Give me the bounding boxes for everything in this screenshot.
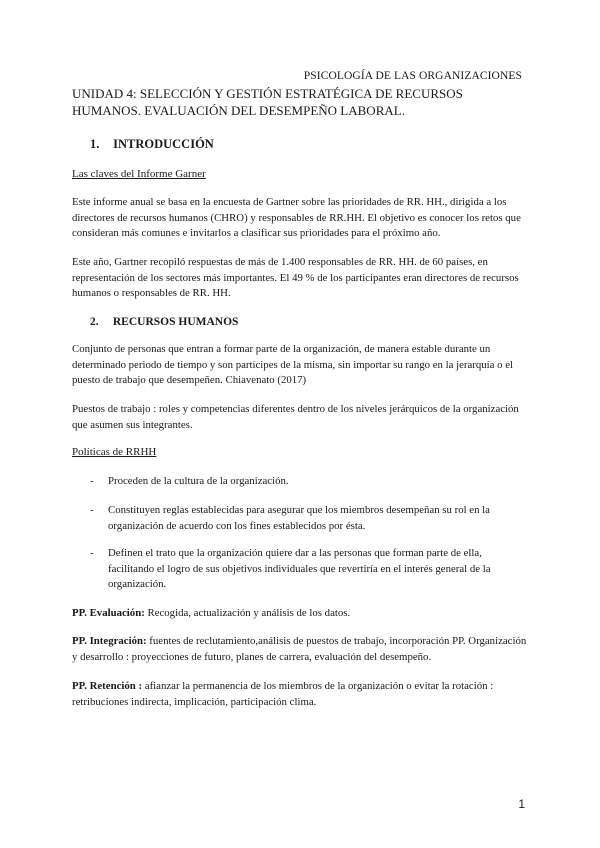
section-1-number: 1. (90, 137, 100, 151)
pp-evaluacion-text: Recogida, actualización y análisis de los datos. (144, 607, 351, 619)
pp-evaluacion-label: PP. Evaluación: (72, 607, 145, 619)
policies-list (90, 474, 530, 490)
section-1-paragraph-1: Este informe anual se basa en la encuesta de Gartner sobre las prioridades de RR. HH., dirigida a los directores de recursos humanos (CHRO) y responsables de RR.HH. El objetivo es conocer los retos que consideran más comunes e invitarlos a clasificar sus prioridades para el próximo año. (72, 196, 521, 239)
informe-subheading: Las claves del Informe Garner (72, 168, 206, 180)
bullet-marker: - (90, 475, 94, 487)
section-2-title: RECURSOS HUMANOS (112, 316, 239, 328)
pp-integracion (72, 634, 532, 665)
list-item: - Constituyen reglas establecidas para asegurar que los miembros desempeñan su rol en la organización de acuerdo con los fines establecidos por ésta. (90, 504, 490, 532)
bullet-marker: - (90, 547, 94, 559)
unit-title: UNIDAD 4: SELECCIÓN Y GESTIÓN ESTRATÉGICA DE RECURSOS HUMANOS. EVALUACIÓN DEL DESEMPEÑO LABORAL. (72, 86, 463, 118)
pp-retencion-text: afianzar la permanencia de los miembros de la organización o evitar la rotación : retribuciones indirecta, implicación, participación clima. (72, 680, 494, 708)
page-number: 1 (518, 797, 525, 811)
pp-retencion-label: PP. Retención : (72, 680, 143, 692)
section-2-number: 2. (90, 316, 99, 328)
course-header: PSICOLOGÍA DE LAS ORGANIZACIONES (303, 70, 522, 82)
section-2-paragraph-1: Conjunto de personas que entran a formar parte de la organización, de manera estable durante un determinado periodo de tiempo y son partícipes de la misma, sin importar su rango en la jerarquía o el puesto de trabajo que desempeñen. Chiavenato (2017) (72, 343, 514, 386)
section-2-heading (90, 316, 238, 328)
pp-retencion (72, 679, 532, 710)
policies-list-2 (90, 503, 530, 534)
bullet-marker: - (90, 504, 94, 516)
policies-list-3 (90, 546, 530, 593)
section-2-paragraph-2: Puestos de trabajo : roles y competencias diferentes dentro de los niveles jerárquicos de la organización que asumen sus integrantes. (72, 403, 519, 431)
section-1-heading (90, 137, 214, 152)
section-1-title: INTRODUCCIÓN (113, 137, 214, 151)
pp-integracion-text: fuentes de reclutamiento,análisis de puestos de trabajo, incorporación PP. Organización y desarrollo : proyecciones de futuro, planes de carrera, evaluación del desempeño. (72, 635, 527, 663)
section-1-paragraph-2: Este año, Gartner recopiló respuestas de más de 1.400 responsables de RR. HH. de 60 países, en representación de los sectores más importantes. El 49 % de los participantes eran directores de recursos humanos o responsables de RR. HH. (72, 256, 519, 299)
pp-evaluacion (72, 606, 532, 622)
list-item: - Definen el trato que la organización quiere dar a las personas que forman parte de ella, facilitando el logro de sus objetivos individuales que revertiría en el interés general de la organización. (90, 547, 491, 590)
list-item: - Proceden de la cultura de la organización. (90, 474, 530, 490)
pp-integracion-label: PP. Integración: (72, 635, 147, 647)
politicas-subheading: Políticas de RRHH (72, 446, 157, 458)
